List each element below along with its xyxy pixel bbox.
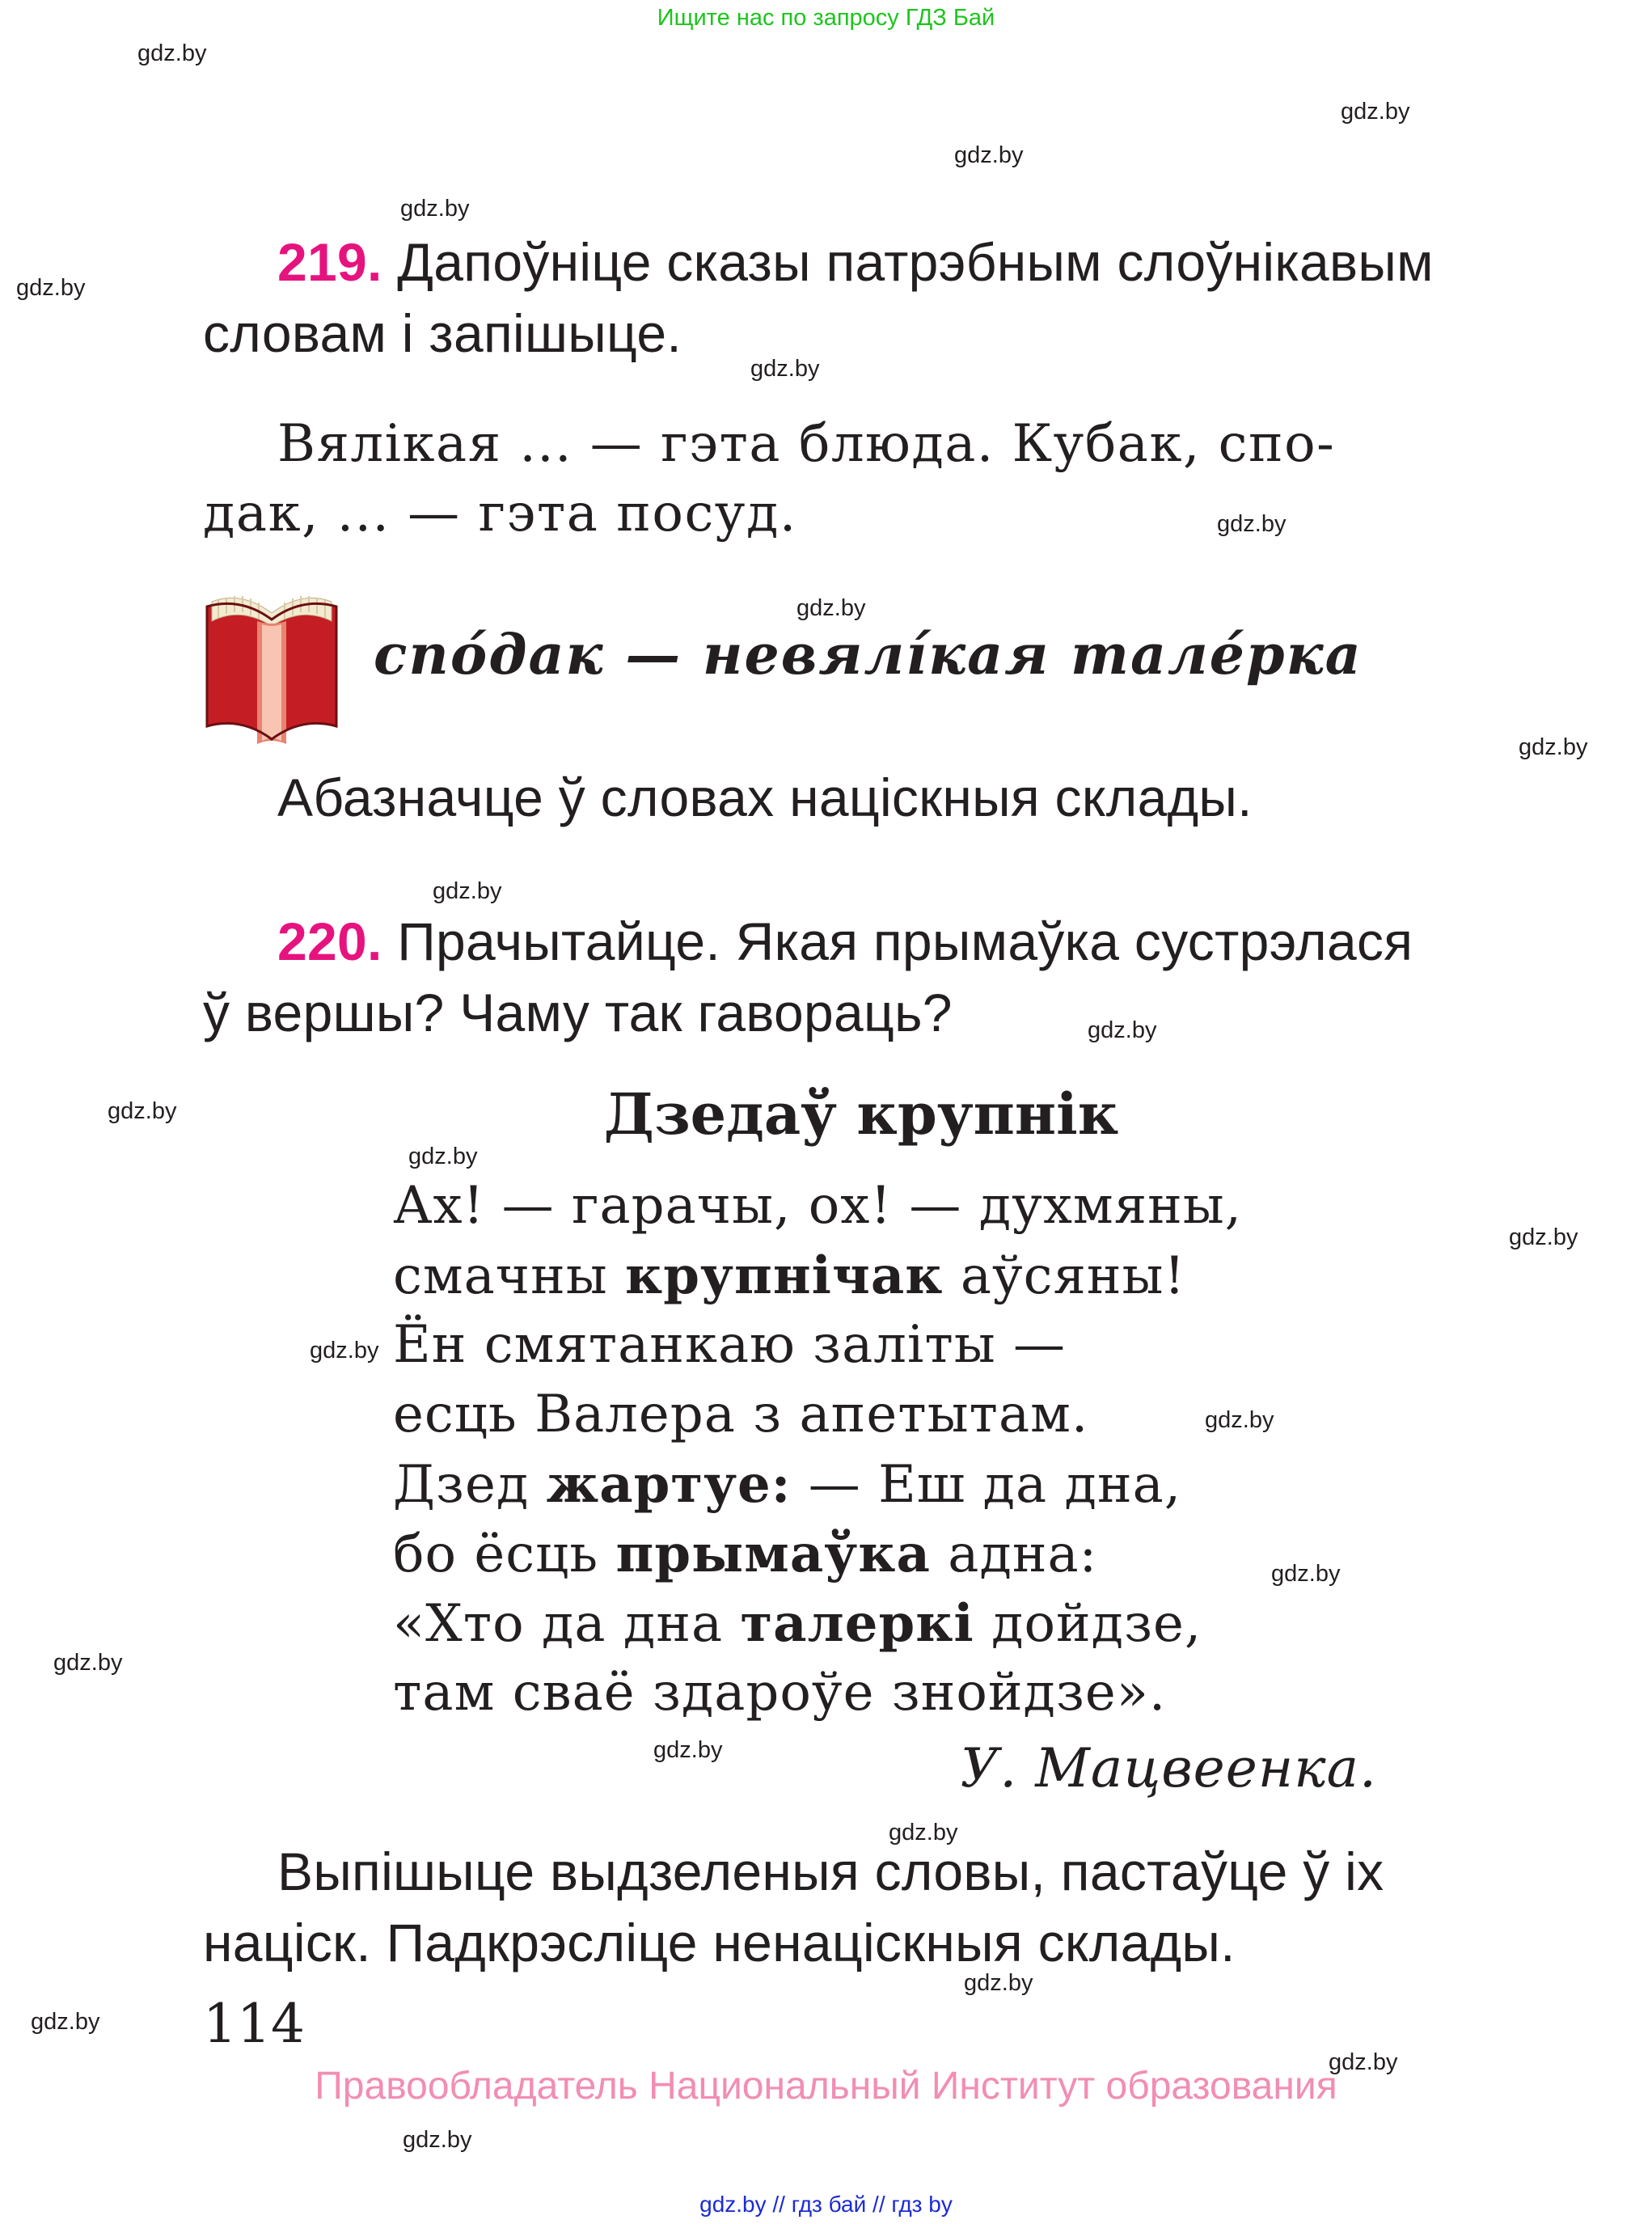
poem-line: Ён смятанкаю заліты — bbox=[393, 1315, 1067, 1375]
watermark: gdz.by bbox=[954, 142, 1024, 168]
copyright-notice: Правообладатель Национальный Институт образования bbox=[315, 2065, 1337, 2108]
task-220-task-line1: Выпішыце выдзеленыя словы, пастаўце ў іх bbox=[277, 1841, 1384, 1901]
watermark: gdz.by bbox=[433, 878, 502, 904]
poem-line: бо ёсць прымаўка адна: bbox=[393, 1524, 1098, 1584]
dictionary-entry: спо́дак — невялі́кая тале́рка bbox=[374, 623, 1363, 687]
watermark: gdz.by bbox=[889, 1820, 958, 1846]
watermark: gdz.by bbox=[653, 1737, 723, 1763]
task-219-instruction-line1: 219. Дапоўніце сказы патрэбным слоўнікавым bbox=[277, 232, 1434, 292]
watermark: gdz.by bbox=[796, 595, 866, 621]
watermark: gdz.by bbox=[31, 2009, 100, 2035]
poem-line: там сваё здароўе знойдзе». bbox=[393, 1663, 1167, 1723]
page-number: 114 bbox=[203, 1993, 305, 2055]
poem-line: «Хто да дна талеркі дойдзе, bbox=[393, 1593, 1202, 1654]
poem-title: Дзедаў крупнік bbox=[603, 1080, 1119, 1148]
watermark: gdz.by bbox=[53, 1650, 123, 1676]
watermark: gdz.by bbox=[1329, 2049, 1398, 2075]
watermark: gdz.by bbox=[403, 2127, 472, 2153]
watermark: gdz.by bbox=[1205, 1407, 1274, 1433]
watermark: gdz.by bbox=[137, 40, 207, 66]
footer-links[interactable]: gdz.by // гдз бай // гдз by bbox=[699, 2192, 953, 2217]
task-220-instruction-line1: 220. Прачытайце. Якая прымаўка сустрэлася bbox=[277, 911, 1413, 971]
task-220-number: 220. bbox=[277, 911, 382, 971]
watermark: gdz.by bbox=[1341, 99, 1410, 125]
task-219-task: Абазначце ў словах націскныя склады. bbox=[277, 767, 1253, 827]
task-220-task-line2: націск. Падкрэсліце ненаціскныя склады. bbox=[203, 1913, 1236, 1972]
task-219-instruction-line2: словам і запішыце. bbox=[203, 303, 682, 363]
watermark: gdz.by bbox=[964, 1970, 1033, 1996]
watermark: gdz.by bbox=[400, 196, 470, 222]
watermark: gdz.by bbox=[1519, 734, 1588, 760]
poem-author: У. Мацвеенка. bbox=[960, 1737, 1377, 1799]
watermark: gdz.by bbox=[108, 1098, 177, 1124]
watermark: gdz.by bbox=[1271, 1561, 1341, 1587]
watermark: gdz.by bbox=[1217, 511, 1287, 537]
poem-line: есць Валера з апетытам. bbox=[393, 1385, 1089, 1444]
task-219-sentence-line1: Вялікая ... — гэта блюда. Кубак, спо- bbox=[277, 414, 1336, 474]
poem-line: Дзед жартуе: — Еш да дна, bbox=[393, 1454, 1182, 1515]
watermark: gdz.by bbox=[408, 1144, 478, 1169]
watermark: gdz.by bbox=[16, 275, 86, 301]
watermark: gdz.by bbox=[310, 1338, 379, 1364]
top-banner: Ищите нас по запросу ГДЗ Бай bbox=[657, 5, 995, 31]
watermark: gdz.by bbox=[750, 356, 820, 382]
red-book-icon bbox=[201, 589, 343, 747]
task-219-number: 219. bbox=[277, 232, 382, 292]
poem-line: смачны крупнічак аўсяны! bbox=[393, 1245, 1186, 1306]
task-219-sentence-line2: дак, ... — гэта посуд. bbox=[203, 484, 797, 543]
task-220-instruction-line2: ў вершы? Чаму так гавораць? bbox=[203, 983, 953, 1042]
poem-line: Ах! — гарачы, ох! — духмяны, bbox=[393, 1176, 1242, 1236]
watermark: gdz.by bbox=[1509, 1224, 1578, 1250]
watermark: gdz.by bbox=[1088, 1017, 1157, 1043]
